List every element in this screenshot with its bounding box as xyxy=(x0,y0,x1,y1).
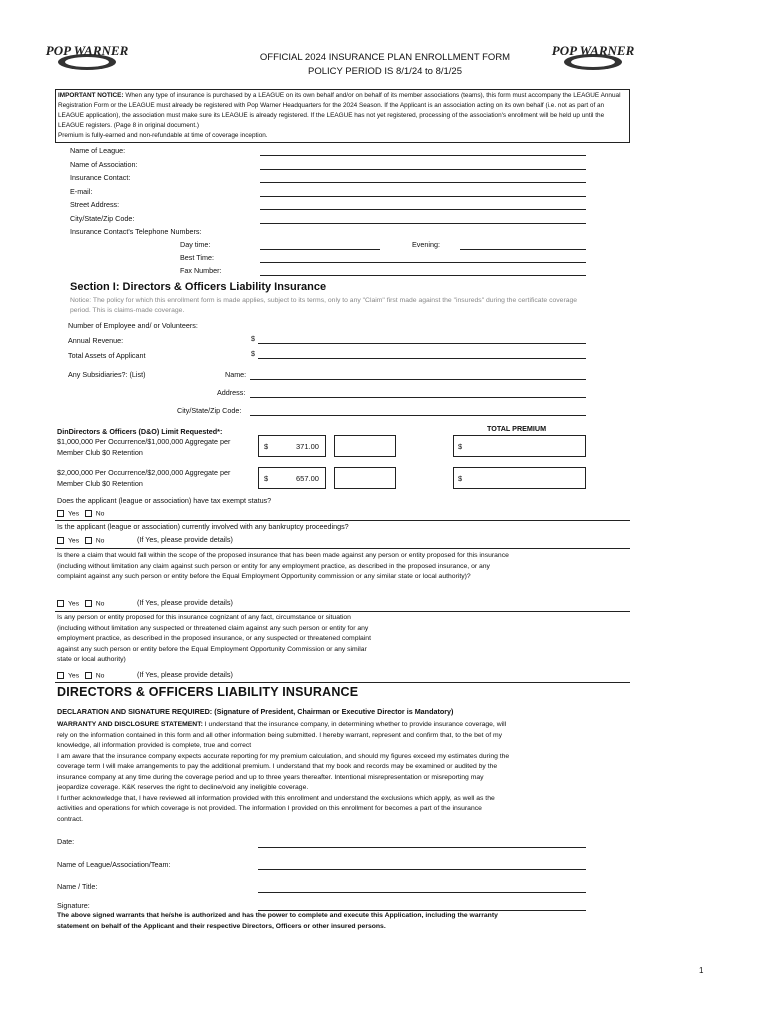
option-2-select-box[interactable] xyxy=(334,467,396,489)
name-title-label: Name / Title: xyxy=(57,882,98,891)
notice-premium: Premium is fully-earned and non-refundable at time of coverage inception. xyxy=(58,132,268,139)
option-2-text-b: Member Club $0 Retention xyxy=(57,479,143,488)
revenue-label: Annual Revenue: xyxy=(68,336,124,345)
q3-no-checkbox[interactable] xyxy=(85,600,92,607)
section-1-notice: Notice: The policy for which this enrollment form is made applies, subject to its terms, only to any "Claim" first made against the "insureds" during the certificate coverage period. This is claims-made coverage. xyxy=(70,297,578,314)
association-field[interactable] xyxy=(260,169,586,170)
question-4-options: Yes No xyxy=(57,672,104,679)
question-3: Is there a claim that would fall within the scope of the proposed insurance that has been made against any person or entity proposed for this insurance (including without limitation any claim against such person or entity for any employment practice, as described in the proposed insurance, or any complaint against any such person or entity before the Equal Employment Opportunity commission or any similar state or local authority)? xyxy=(57,552,509,580)
association-label: Name of Association: xyxy=(70,160,138,169)
option-1-price: 371.00 xyxy=(296,442,319,451)
divider xyxy=(55,682,630,683)
contact-field[interactable] xyxy=(260,182,586,183)
email-label: E-mail: xyxy=(70,187,93,196)
city-field[interactable] xyxy=(260,223,586,224)
divider xyxy=(55,548,630,549)
revenue-field[interactable] xyxy=(258,343,586,344)
league-label: Name of League: xyxy=(70,146,126,155)
question-4: Is any person or entity proposed for this insurance cognizant of any fact, circumstance or situation (including without limitation any suspected or threatened claim against any such person or entity for any employment practice, as described in the proposed insurance, or any suspected or threatened complaint against any such person or entity before the Equal Employment Opportunity Commission or any similar state or local authority) xyxy=(57,614,371,663)
best-time-label: Best Time: xyxy=(180,253,214,262)
evening-label: Evening: xyxy=(412,240,440,249)
divider xyxy=(55,611,630,612)
option-1-price-box: $ 371.00 xyxy=(258,435,326,457)
warranty-statement: WARRANTY AND DISCLOSURE STATEMENT: I understand that the insurance company, in determining whether to provide insurance coverage, will rely on the information contained in this form and all other information being submitted. I hereby warrant, represent and confirm that, to the bet of my knowledge, all information provided is complete, true and correct I am aware that the insurance company expects accurate reporting for my premium calculation, and should my figures exceed my estimates during the coverage term I will make arrangements to pay the additional premium. I understand that my book and records may be examined or audited by the insurance company at any time during the coverage period and up to three years thereafter. Intentional misrepresentation or misreporting may jeopardize coverage. K&K reserves the right to decline/void any ineligible coverage. I further acknowledge that, I have reviewed all information provided with this enrollment and understand the exclusions which apply, as well as the activities and operations for which coverage is not provided. The information I provided on this enrollment for becomes a part of the insurance contract. xyxy=(57,721,510,823)
q1-no-checkbox[interactable] xyxy=(85,510,92,517)
option-1-total-box[interactable]: $ xyxy=(453,435,586,457)
date-field[interactable] xyxy=(258,847,586,848)
q2-no-checkbox[interactable] xyxy=(85,537,92,544)
option-1-select-box[interactable] xyxy=(334,435,396,457)
assets-label: Total Assets of Applicant xyxy=(68,351,146,360)
question-3-options: Yes No xyxy=(57,600,104,607)
city-label: City/State/Zip Code: xyxy=(70,214,135,223)
name-title-field[interactable] xyxy=(258,892,586,893)
notice-text: When any type of insurance is purchased by a LEAGUE on its own behalf and/or on behalf of its member associations (teams), this form must accompany the LEAGUE Annual Registration Form or the LEAGUE must already be registered with Pop Warner Headquarters for the 2024 Season. If the Applicant is an association acting on its own behalf (i.e. not as part of an LEAGUE application), the association must make sure its LEAGUE is already registered. If the LEAGUE has not yet registered, processing of the association's enrollment will be held up until the LEAGUE registers. (Page 8 in original document.) xyxy=(58,92,621,129)
option-1-text-a: $1,000,000 Per Occurrence/$1,000,000 Aggregate per xyxy=(57,437,231,446)
employees-label: Number of Employee and/ or Volunteers: xyxy=(68,321,198,330)
q4-details: (If Yes, please provide details) xyxy=(137,670,233,679)
option-2-text-a: $2,000,000 Per Occurrence/$2,000,000 Aggregate per xyxy=(57,468,231,477)
sub-city-label: City/State/Zip Code: xyxy=(177,406,242,415)
email-field[interactable] xyxy=(260,196,586,197)
best-time-field[interactable] xyxy=(260,262,586,263)
signature-label: Signature: xyxy=(57,901,90,910)
section-1-title: Section I: Directors & Officers Liability Insurance xyxy=(70,281,327,293)
question-2: Is the applicant (league or association) currently involved with any bankruptcy proceedings? xyxy=(57,522,349,531)
svg-text:POP WARNER: POP WARNER xyxy=(551,43,635,58)
option-2-price: 657.00 xyxy=(296,474,319,483)
q2-yes-checkbox[interactable] xyxy=(57,537,64,544)
svg-text:POP WARNER: POP WARNER xyxy=(45,43,129,58)
team-field[interactable] xyxy=(258,869,586,870)
assets-dollar: $ xyxy=(251,349,255,358)
question-1-options: Yes No xyxy=(57,510,104,517)
q4-yes-checkbox[interactable] xyxy=(57,672,64,679)
revenue-dollar: $ xyxy=(251,334,255,343)
phones-label: Insurance Contact's Telephone Numbers: xyxy=(70,227,202,236)
fax-field[interactable] xyxy=(260,275,586,276)
evening-field[interactable] xyxy=(460,249,586,250)
daytime-field[interactable] xyxy=(260,249,380,250)
daytime-label: Day time: xyxy=(180,240,211,249)
important-notice xyxy=(55,89,630,143)
declaration-required: DECLARATION AND SIGNATURE REQUIRED: (Signature of President, Chairman or Executive Director is Mandatory) xyxy=(57,707,454,716)
question-1: Does the applicant (league or association) have tax exempt status? xyxy=(57,496,272,505)
sub-city-field[interactable] xyxy=(250,415,586,416)
declaration-title: DIRECTORS & OFFICERS LIABILITY INSURANCE xyxy=(57,685,359,699)
option-1-text-b: Member Club $0 Retention xyxy=(57,448,143,457)
sub-name-field[interactable] xyxy=(250,379,586,380)
q3-yes-checkbox[interactable] xyxy=(57,600,64,607)
fax-label: Fax Number: xyxy=(180,266,222,275)
question-2-options: Yes No xyxy=(57,537,104,544)
sub-address-field[interactable] xyxy=(250,397,586,398)
contact-label: Insurance Contact: xyxy=(70,173,131,182)
date-label: Date: xyxy=(57,837,75,846)
assets-field[interactable] xyxy=(258,358,586,359)
option-2-total-box[interactable]: $ xyxy=(453,467,586,489)
page-number: 1 xyxy=(699,966,704,975)
q2-details: (If Yes, please provide details) xyxy=(137,535,233,544)
limit-heading: DinDirectors & Officers (D&O) Limit Requested*: xyxy=(57,427,223,436)
q3-details: (If Yes, please provide details) xyxy=(137,598,233,607)
form-title: OFFICIAL 2024 INSURANCE PLAN ENROLLMENT FORM xyxy=(259,52,511,63)
notice-label: IMPORTANT NOTICE: xyxy=(58,92,124,99)
street-field[interactable] xyxy=(260,209,586,210)
team-label: Name of League/Association/Team: xyxy=(57,860,171,869)
policy-period: POLICY PERIOD IS 8/1/24 to 8/1/25 xyxy=(307,66,463,77)
option-2-price-box: $ 657.00 xyxy=(258,467,326,489)
divider xyxy=(55,520,630,521)
total-premium-heading: TOTAL PREMIUM xyxy=(487,424,547,433)
q1-yes-checkbox[interactable] xyxy=(57,510,64,517)
subsidiaries-label: Any Subsidiaries?: (List) xyxy=(68,370,146,379)
league-field[interactable] xyxy=(260,155,586,156)
q4-no-checkbox[interactable] xyxy=(85,672,92,679)
street-label: Street Address: xyxy=(70,200,120,209)
sub-address-label: Address: xyxy=(217,388,246,397)
authorization-statement: The above signed warrants that he/she is authorized and has the power to complete and execute this Application, including the warranty statement on behalf of the Applicant and their respective Directors, Officers or other insured persons. xyxy=(57,912,498,930)
sub-name-label: Name: xyxy=(225,370,247,379)
